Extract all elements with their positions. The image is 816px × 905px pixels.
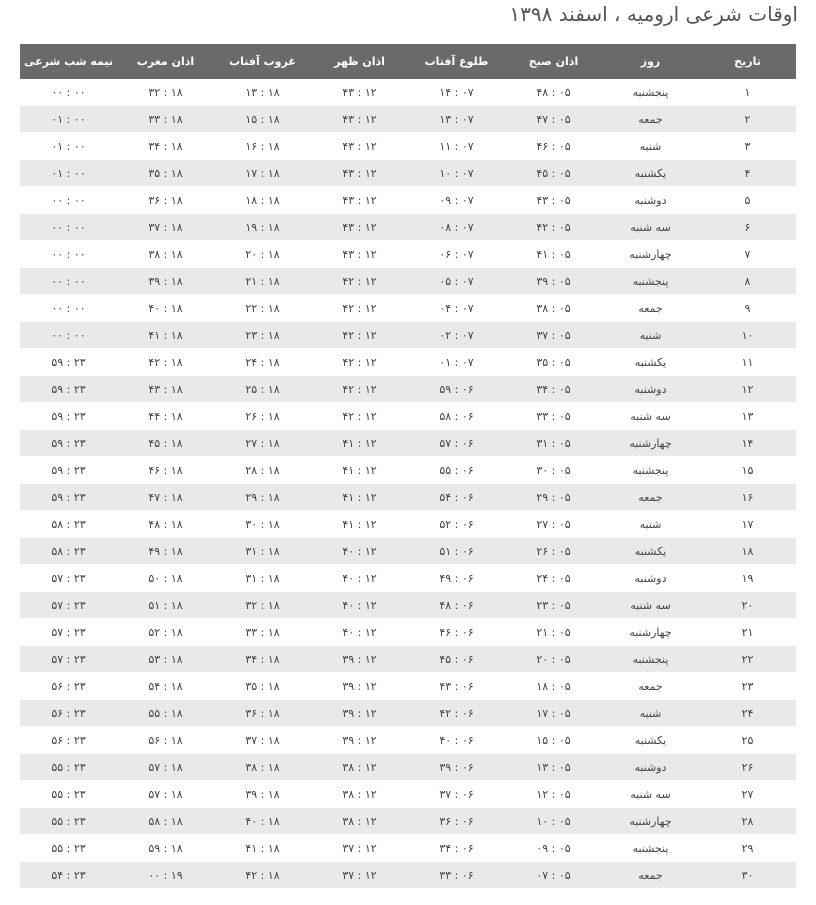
table-row xyxy=(20,646,796,673)
table-cell: ۰۵ : ۳۸ xyxy=(505,295,602,322)
table-cell: ۱۲ : ۳۷ xyxy=(311,862,408,889)
table-cell: ۱۸ : ۳۳ xyxy=(117,106,214,133)
table-row xyxy=(20,781,796,808)
table-cell: ۱۸ : ۴۱ xyxy=(214,835,311,862)
table-cell: ۹ xyxy=(699,295,796,322)
table-cell: ۱۲ : ۳۹ xyxy=(311,673,408,700)
table-cell: چهارشنبه xyxy=(602,619,699,646)
table-cell: ۱۸ : ۳۱ xyxy=(214,538,311,565)
table-cell: ۰۶ : ۴۸ xyxy=(408,592,505,619)
table-cell: ۱۸ : ۲۵ xyxy=(214,376,311,403)
table-cell: ۲۳ : ۵۹ xyxy=(20,484,117,511)
table-cell: یکشنبه xyxy=(602,727,699,754)
table-cell: ۱۸ : ۲۲ xyxy=(214,295,311,322)
table-cell: ۱۸ : ۳۹ xyxy=(214,781,311,808)
table-cell: ۱۷ xyxy=(699,511,796,538)
table-row xyxy=(20,268,796,295)
table-cell: ۱۸ : ۲۱ xyxy=(214,268,311,295)
table-cell: ۰۶ : ۴۲ xyxy=(408,700,505,727)
table-cell: ۱۸ : ۴۴ xyxy=(117,403,214,430)
table-row xyxy=(20,565,796,592)
table-cell: چهارشنبه xyxy=(602,241,699,268)
table-cell: ۰۵ : ۱۰ xyxy=(505,808,602,835)
table-cell: ۰۰ : ۰۱ xyxy=(20,106,117,133)
table-cell: ۱۸ : ۵۹ xyxy=(117,835,214,862)
table-cell: پنجشنبه xyxy=(602,646,699,673)
page-title: اوقات شرعی ارومیه ، اسفند ۱۳۹۸ xyxy=(509,2,798,26)
table-cell: ۱۲ : ۴۳ xyxy=(311,79,408,106)
table-cell: پنجشنبه xyxy=(602,457,699,484)
table-row xyxy=(20,403,796,430)
table-cell: ۸ xyxy=(699,268,796,295)
table-cell: ۰۷ : ۰۵ xyxy=(408,268,505,295)
table-cell: ۱۳ xyxy=(699,403,796,430)
table-cell: ۰۷ : ۰۲ xyxy=(408,322,505,349)
table-cell: شنبه xyxy=(602,700,699,727)
table-cell: ۰۶ : ۵۵ xyxy=(408,457,505,484)
table-cell: ۰۵ : ۰۹ xyxy=(505,835,602,862)
table-cell: جمعه xyxy=(602,484,699,511)
table-cell: ۱۹ : ۰۰ xyxy=(117,862,214,889)
table-cell: ۲۳ : ۵۷ xyxy=(20,646,117,673)
table-cell: ۱۸ : ۲۹ xyxy=(214,484,311,511)
table-cell: ۱۲ : ۳۹ xyxy=(311,646,408,673)
table-cell: ۰۰ : ۰۱ xyxy=(20,133,117,160)
table-cell: ۱۸ : ۴۹ xyxy=(117,538,214,565)
table-cell: دوشنبه xyxy=(602,754,699,781)
table-cell: ۲۳ : ۵۷ xyxy=(20,592,117,619)
table-cell: ۱۲ : ۴۳ xyxy=(311,214,408,241)
table-cell: ۰۷ : ۰۶ xyxy=(408,241,505,268)
table-cell: یکشنبه xyxy=(602,160,699,187)
table-cell: سه شنبه xyxy=(602,592,699,619)
table-cell: ۱۲ : ۴۱ xyxy=(311,457,408,484)
table-cell: ۰۵ : ۳۱ xyxy=(505,430,602,457)
table-cell: ۱۲ xyxy=(699,376,796,403)
table-cell: ۱۲ : ۴۳ xyxy=(311,241,408,268)
table-cell: ۰۷ : ۰۹ xyxy=(408,187,505,214)
table-cell: ۰۵ : ۳۷ xyxy=(505,322,602,349)
table-cell: ۲۳ xyxy=(699,673,796,700)
prayer-times-table xyxy=(20,44,796,889)
table-cell: ۲۳ : ۵۷ xyxy=(20,565,117,592)
table-cell: ۲۶ xyxy=(699,754,796,781)
table-cell: ۱۲ : ۳۸ xyxy=(311,808,408,835)
table-cell: ۱۲ : ۴۰ xyxy=(311,619,408,646)
table-cell: چهارشنبه xyxy=(602,808,699,835)
table-cell: ۱۸ : ۳۱ xyxy=(214,565,311,592)
table-cell: ۱۸ : ۴۲ xyxy=(117,349,214,376)
table-cell: ۱۸ : ۳۶ xyxy=(214,700,311,727)
table-cell: ۰۵ : ۱۳ xyxy=(505,754,602,781)
table-cell: ۰۷ : ۰۸ xyxy=(408,214,505,241)
table-cell: ۰۵ : ۳۴ xyxy=(505,376,602,403)
table-cell: سه شنبه xyxy=(602,214,699,241)
table-cell: ۱۴ xyxy=(699,430,796,457)
table-cell: ۰۶ : ۳۳ xyxy=(408,862,505,889)
table-cell: ۱۲ : ۴۱ xyxy=(311,430,408,457)
table-cell: ۲۳ : ۵۴ xyxy=(20,862,117,889)
table-row xyxy=(20,484,796,511)
table-cell: ۲۹ xyxy=(699,835,796,862)
table-row xyxy=(20,376,796,403)
table-cell: ۱۸ : ۲۷ xyxy=(214,430,311,457)
table-cell: ۰۰ : ۰۰ xyxy=(20,187,117,214)
table-cell: ۷ xyxy=(699,241,796,268)
table-cell: ۱۸ : ۲۸ xyxy=(214,457,311,484)
table-cell: سه شنبه xyxy=(602,403,699,430)
table-cell: ۳ xyxy=(699,133,796,160)
table-cell: ۶ xyxy=(699,214,796,241)
table-cell: ۰۰ : ۰۰ xyxy=(20,295,117,322)
table-cell: ۱۲ : ۳۷ xyxy=(311,835,408,862)
table-cell: ۰۵ : ۳۵ xyxy=(505,349,602,376)
table-cell: ۰۶ : ۵۴ xyxy=(408,484,505,511)
table-cell: ۱۸ : ۵۵ xyxy=(117,700,214,727)
table-cell: ۲۳ : ۵۶ xyxy=(20,727,117,754)
table-cell: ۱۲ : ۴۲ xyxy=(311,268,408,295)
table-cell: ۱۲ : ۴۲ xyxy=(311,349,408,376)
table-cell: ۰۵ : ۱۵ xyxy=(505,727,602,754)
table-cell: ۱۸ : ۵۶ xyxy=(117,727,214,754)
table-cell: ۱۸ : ۵۲ xyxy=(117,619,214,646)
table-row xyxy=(20,592,796,619)
table-cell: ۰۵ : ۲۶ xyxy=(505,538,602,565)
table-cell: ۲۳ : ۵۵ xyxy=(20,835,117,862)
table-cell: ۱۸ : ۴۲ xyxy=(214,862,311,889)
table-cell: ۱۸ : ۵۷ xyxy=(117,781,214,808)
table-cell: ۲ xyxy=(699,106,796,133)
table-cell: ۰۵ : ۲۰ xyxy=(505,646,602,673)
table-cell: ۲۳ : ۵۹ xyxy=(20,403,117,430)
table-cell: ۱۸ : ۳۷ xyxy=(214,727,311,754)
table-cell: ۲۳ : ۵۹ xyxy=(20,457,117,484)
table-cell: ۱۲ : ۴۳ xyxy=(311,133,408,160)
table-cell: ۵ xyxy=(699,187,796,214)
table-cell: ۰۶ : ۳۴ xyxy=(408,835,505,862)
table-cell: ۲۳ : ۵۹ xyxy=(20,349,117,376)
table-cell: ۱۸ : ۴۰ xyxy=(117,295,214,322)
table-cell: ۲۳ : ۵۸ xyxy=(20,511,117,538)
table-cell: ۱۲ : ۳۹ xyxy=(311,727,408,754)
table-cell: ۰۷ : ۰۴ xyxy=(408,295,505,322)
table-cell: ۰۵ : ۲۹ xyxy=(505,484,602,511)
table-cell: ۰۵ : ۲۷ xyxy=(505,511,602,538)
table-row xyxy=(20,862,796,889)
table-cell: ۲۰ xyxy=(699,592,796,619)
table-cell: ۱۵ xyxy=(699,457,796,484)
table-cell: ۱۸ : ۳۸ xyxy=(117,241,214,268)
table-cell: ۲۷ xyxy=(699,781,796,808)
table-cell: دوشنبه xyxy=(602,187,699,214)
table-cell: جمعه xyxy=(602,673,699,700)
table-cell: ۰۰ : ۰۰ xyxy=(20,241,117,268)
table-cell: ۱۲ : ۳۸ xyxy=(311,781,408,808)
table-row xyxy=(20,619,796,646)
table-row xyxy=(20,511,796,538)
table-cell: ۰۵ : ۴۱ xyxy=(505,241,602,268)
table-row xyxy=(20,241,796,268)
table-cell: ۱۱ xyxy=(699,349,796,376)
table-row xyxy=(20,457,796,484)
table-row xyxy=(20,133,796,160)
table-cell: ۲۳ : ۵۹ xyxy=(20,430,117,457)
table-cell: ۱۸ : ۱۵ xyxy=(214,106,311,133)
table-cell: ۱۸ : ۲۳ xyxy=(214,322,311,349)
table-row xyxy=(20,160,796,187)
table-row xyxy=(20,808,796,835)
table-row xyxy=(20,430,796,457)
table-cell: ۰۵ : ۰۷ xyxy=(505,862,602,889)
table-cell: ۱۸ : ۳۴ xyxy=(117,133,214,160)
table-cell: ۱۸ : ۱۹ xyxy=(214,214,311,241)
table-cell: ۰۵ : ۳۹ xyxy=(505,268,602,295)
table-cell: ۲۸ xyxy=(699,808,796,835)
table-cell: جمعه xyxy=(602,862,699,889)
table-cell: ۲۴ xyxy=(699,700,796,727)
table-row xyxy=(20,673,796,700)
table-cell: شنبه xyxy=(602,133,699,160)
table-cell: ۰۵ : ۲۴ xyxy=(505,565,602,592)
table-cell: ۰۶ : ۵۷ xyxy=(408,430,505,457)
table-cell: ۰۵ : ۴۲ xyxy=(505,214,602,241)
table-cell: ۰۵ : ۲۳ xyxy=(505,592,602,619)
column-header: روز xyxy=(602,44,699,79)
table-cell: ۱۶ xyxy=(699,484,796,511)
table-header xyxy=(20,44,796,79)
table-body xyxy=(20,79,796,889)
table-cell: ۰۵ : ۱۷ xyxy=(505,700,602,727)
table-cell: ۱۲ : ۴۰ xyxy=(311,565,408,592)
table-cell: ۲۳ : ۵۵ xyxy=(20,754,117,781)
table-cell: یکشنبه xyxy=(602,349,699,376)
table-cell: ۱۲ : ۴۰ xyxy=(311,538,408,565)
table-cell: ۱۸ : ۳۶ xyxy=(117,187,214,214)
table-row xyxy=(20,295,796,322)
column-header: اذان صبح xyxy=(505,44,602,79)
table-cell: ۲۳ : ۵۷ xyxy=(20,619,117,646)
table-cell: ۰۶ : ۵۲ xyxy=(408,511,505,538)
table-cell: ۰۶ : ۵۸ xyxy=(408,403,505,430)
table-cell: ۰۵ : ۳۰ xyxy=(505,457,602,484)
table-cell: ۰۶ : ۴۵ xyxy=(408,646,505,673)
table-cell: ۲۲ xyxy=(699,646,796,673)
table-cell: ۰۶ : ۳۹ xyxy=(408,754,505,781)
table-cell: ۱۸ : ۳۸ xyxy=(214,754,311,781)
table-cell: ۱۸ : ۳۲ xyxy=(117,79,214,106)
table-cell: ۱۸ xyxy=(699,538,796,565)
table-cell: ۱۸ : ۴۰ xyxy=(214,808,311,835)
table-cell: ۲۳ : ۵۶ xyxy=(20,673,117,700)
table-cell: ۱۸ : ۳۲ xyxy=(214,592,311,619)
table-cell: ۰۵ : ۴۷ xyxy=(505,106,602,133)
table-cell: ۱۸ : ۵۷ xyxy=(117,754,214,781)
table-cell: ۱۲ : ۴۳ xyxy=(311,160,408,187)
table-cell: ۱۲ : ۴۳ xyxy=(311,106,408,133)
table-row xyxy=(20,79,796,106)
table-cell: ۰۵ : ۴۸ xyxy=(505,79,602,106)
table-cell: ۱۲ : ۴۳ xyxy=(311,187,408,214)
column-header: اذان ظهر xyxy=(311,44,408,79)
table-cell: ۲۱ xyxy=(699,619,796,646)
table-cell: سه شنبه xyxy=(602,781,699,808)
table-cell: ۱۲ : ۴۱ xyxy=(311,484,408,511)
table-cell: ۰۰ : ۰۰ xyxy=(20,322,117,349)
table-cell: شنبه xyxy=(602,511,699,538)
table-row xyxy=(20,349,796,376)
table-row xyxy=(20,106,796,133)
table-cell: ۲۵ xyxy=(699,727,796,754)
table-cell: ۱۸ : ۱۶ xyxy=(214,133,311,160)
table-cell: ۰۷ : ۱۳ xyxy=(408,106,505,133)
table-cell: ۱۸ : ۵۳ xyxy=(117,646,214,673)
table-cell: جمعه xyxy=(602,106,699,133)
table-cell: ۰۵ : ۳۳ xyxy=(505,403,602,430)
column-header: غروب آفتاب xyxy=(214,44,311,79)
table-cell: ۱۲ : ۴۱ xyxy=(311,511,408,538)
table-cell: دوشنبه xyxy=(602,565,699,592)
table-cell: دوشنبه xyxy=(602,376,699,403)
table-cell: ۱۲ : ۴۲ xyxy=(311,322,408,349)
column-header: طلوع آفتاب xyxy=(408,44,505,79)
column-header: نیمه شب شرعی xyxy=(20,44,117,79)
table-cell: ۱۹ xyxy=(699,565,796,592)
table-cell: ۲۳ : ۵۵ xyxy=(20,781,117,808)
table-cell: ۱۸ : ۳۵ xyxy=(117,160,214,187)
table-cell: ۱۸ : ۱۳ xyxy=(214,79,311,106)
table-cell: ۰۶ : ۴۰ xyxy=(408,727,505,754)
table-cell: ۱۲ : ۳۸ xyxy=(311,754,408,781)
table-cell: ۱۲ : ۴۲ xyxy=(311,403,408,430)
table-cell: ۱۸ : ۳۴ xyxy=(214,646,311,673)
table-cell: ۲۳ : ۵۸ xyxy=(20,538,117,565)
table-cell: ۱۸ : ۵۸ xyxy=(117,808,214,835)
table-cell: ۱۸ : ۳۷ xyxy=(117,214,214,241)
table-cell: ۱۸ : ۲۶ xyxy=(214,403,311,430)
table-cell: ۱۸ : ۳۰ xyxy=(214,511,311,538)
table-cell: ۰۶ : ۵۹ xyxy=(408,376,505,403)
table-cell: ۰۷ : ۰۱ xyxy=(408,349,505,376)
table-cell: ۱۸ : ۴۱ xyxy=(117,322,214,349)
table-cell: ۰۶ : ۳۷ xyxy=(408,781,505,808)
table-cell: ۴ xyxy=(699,160,796,187)
table-cell: ۲۳ : ۵۵ xyxy=(20,808,117,835)
table-cell: ۰۶ : ۵۱ xyxy=(408,538,505,565)
table-cell: ۱۸ : ۳۳ xyxy=(214,619,311,646)
table-cell: ۱۸ : ۴۳ xyxy=(117,376,214,403)
header-row xyxy=(20,44,796,79)
column-header: تاریخ xyxy=(699,44,796,79)
table-cell: ۱۸ : ۲۰ xyxy=(214,241,311,268)
table-cell: ۱۸ : ۳۵ xyxy=(214,673,311,700)
table-cell: ۱ xyxy=(699,79,796,106)
table-cell: ۱۸ : ۴۶ xyxy=(117,457,214,484)
table-cell: شنبه xyxy=(602,322,699,349)
table-cell: ۱۲ : ۴۲ xyxy=(311,376,408,403)
table-cell: ۰۵ : ۲۱ xyxy=(505,619,602,646)
table-cell: ۰۶ : ۳۶ xyxy=(408,808,505,835)
table-cell: ۰۵ : ۱۲ xyxy=(505,781,602,808)
table-cell: ۰۵ : ۴۶ xyxy=(505,133,602,160)
table-row xyxy=(20,727,796,754)
table-cell: ۰۰ : ۰۱ xyxy=(20,160,117,187)
table-cell: ۱۸ : ۴۸ xyxy=(117,511,214,538)
table-cell: ۱۲ : ۴۰ xyxy=(311,592,408,619)
table-cell: پنجشنبه xyxy=(602,835,699,862)
table-cell: ۲۳ : ۵۶ xyxy=(20,700,117,727)
table-cell: پنجشنبه xyxy=(602,268,699,295)
table-cell: ۰۰ : ۰۰ xyxy=(20,79,117,106)
table-cell: ۰۷ : ۱۰ xyxy=(408,160,505,187)
table-cell: ۰۵ : ۱۸ xyxy=(505,673,602,700)
table-cell: ۱۸ : ۵۴ xyxy=(117,673,214,700)
table-cell: ۱۸ : ۳۹ xyxy=(117,268,214,295)
table-cell: ۰۰ : ۰۰ xyxy=(20,214,117,241)
table-cell: ۱۲ : ۳۹ xyxy=(311,700,408,727)
table-cell: ۱۸ : ۱۷ xyxy=(214,160,311,187)
table-row xyxy=(20,700,796,727)
column-header: اذان مغرب xyxy=(117,44,214,79)
table-cell: ۱۸ : ۵۰ xyxy=(117,565,214,592)
table-row xyxy=(20,835,796,862)
table-cell: ۰۷ : ۱۴ xyxy=(408,79,505,106)
table-cell: ۱۸ : ۵۱ xyxy=(117,592,214,619)
table-row xyxy=(20,187,796,214)
table-cell: پنجشنبه xyxy=(602,79,699,106)
table-cell: ۲۳ : ۵۹ xyxy=(20,376,117,403)
table-cell: ۰۷ : ۱۱ xyxy=(408,133,505,160)
table-cell: ۱۰ xyxy=(699,322,796,349)
table-cell: ۰۰ : ۰۰ xyxy=(20,268,117,295)
table-row xyxy=(20,322,796,349)
table-cell: ۱۸ : ۴۵ xyxy=(117,430,214,457)
table-cell: یکشنبه xyxy=(602,538,699,565)
table-cell: ۰۶ : ۴۹ xyxy=(408,565,505,592)
table-cell: ۱۸ : ۴۷ xyxy=(117,484,214,511)
table-cell: ۳۰ xyxy=(699,862,796,889)
table-row xyxy=(20,538,796,565)
table-row xyxy=(20,754,796,781)
table-cell: ۰۶ : ۴۳ xyxy=(408,673,505,700)
table-cell: جمعه xyxy=(602,295,699,322)
table-row xyxy=(20,214,796,241)
table-cell: ۱۸ : ۱۸ xyxy=(214,187,311,214)
table-cell: ۰۶ : ۴۶ xyxy=(408,619,505,646)
table-cell: ۰۵ : ۴۵ xyxy=(505,160,602,187)
table-cell: ۱۲ : ۴۲ xyxy=(311,295,408,322)
table-cell: چهارشنبه xyxy=(602,430,699,457)
table-cell: ۱۸ : ۲۴ xyxy=(214,349,311,376)
table-cell: ۰۵ : ۴۳ xyxy=(505,187,602,214)
